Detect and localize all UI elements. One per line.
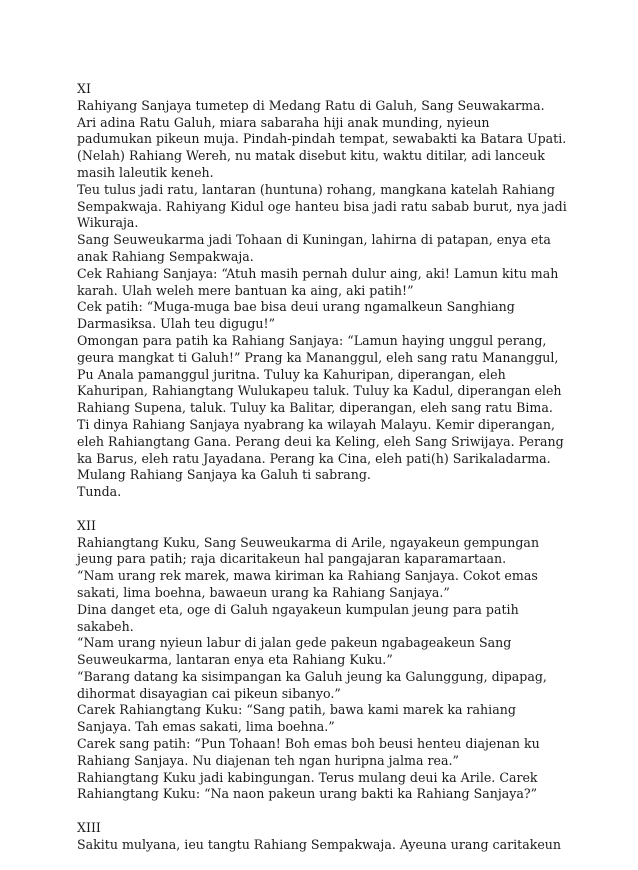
paragraph: Carek Rahiangtang Kuku: “Sang patih, bawa kami marek ka rahiang Sanjaya. Tah emas sakati, lima boehna.”	[77, 702, 516, 735]
paragraph: Rahiangtang Kuku jadi kabingungan. Terus mulang deui ka Arile. Carek Rahiangtang Kuku: “Na naon pakeun urang bakti ka Rahiang Sanjaya?”	[77, 769, 538, 802]
paragraph: Cek Rahiang Sanjaya: “Atuh masih pernah dulur aing, aki! Lamun kitu mah karah. Ulah weleh mere bantuan ka aing, aki patih!”	[77, 265, 559, 298]
paragraph: “Nam urang nyieun labur di jalan gede pakeun ngabageakeun Sang Seuweukarma, lantaran enya eta Rahiang Kuku.”	[77, 635, 512, 668]
paragraph: “Barang datang ka sisimpangan ka Galuh jeung ka Galunggung, dipapag, dihormat disayagian cai pikeun sibanyo.”	[77, 668, 547, 701]
paragraph: Sang Seuweukarma jadi Tohaan di Kuningan, lahirna di patapan, enya eta anak Rahiang Sempakwaja.	[77, 232, 551, 264]
section-xi	[77, 81, 567, 501]
paragraph: Dina danget eta, oge di Galuh ngayakeun kumpulan jeung para patih sakabeh.	[77, 601, 519, 634]
section-heading: XIII	[77, 820, 101, 836]
paragraph: Carek sang patih: “Pun Tohaan! Boh emas boh beusi henteu diajenan ku Rahiang Sanjaya. Nu diajenan teh ngan huripna jalma rea.”	[77, 736, 540, 768]
paragraph: Cek patih: “Muga-muga bae bisa deui urang ngamalkeun Sanghiang Darmasiksa. Ulah teu digugu!”	[77, 299, 515, 332]
paragraph: Mulang Rahiang Sanjaya ka Galuh ti sabrang.	[77, 467, 371, 483]
paragraph: “Nam urang rek marek, mawa kiriman ka Rahiang Sanjaya. Cokot emas sakati, lima boehna, bawaeun urang ka Rahiang Sanjaya.”	[77, 568, 538, 600]
paragraph: Rahiyang Sanjaya tumetep di Medang Ratu di Galuh, Sang Seuwakarma.	[77, 97, 545, 113]
paragraph: Teu tulus jadi ratu, lantaran (huntuna) rohang, mangkana katelah Rahiang Sempakwaja. Rahiyang Kidul oge hanteu bisa jadi ratu sabab burut, nya jadi Wikuraja.	[77, 181, 567, 231]
paragraph: Omongan para patih ka Rahiang Sanjaya: “Lamun haying unggul perang, geura mangkat ti Galuh!” Prang ka Mananggul, eleh sang ratu Mananggul, Pu Anala pamanggul juritna. Tuluy ka Kahuripan, diperangan, eleh Kahuripan, Rahiangtang Wulukapeu taluk. Tuluy ka Kadul, diperangan eleh Rahiang Supena, taluk. Tuluy ka Balitar, diperangan, eleh sang ratu Bima.	[77, 332, 562, 416]
section-xii	[77, 518, 567, 804]
paragraph: Ari adina Ratu Galuh, miara sabaraha hiji anak munding, nyieun padumukan pikeun muja. Pindah-pindah tempat, sewabakti ka Batara Upati.	[77, 114, 567, 147]
section-xiii	[77, 820, 567, 854]
document-page	[77, 81, 567, 870]
paragraph: Sakitu mulyana, ieu tangtu Rahiang Sempakwaja. Ayeuna urang caritakeun	[77, 836, 562, 852]
section-heading: XII	[77, 517, 96, 533]
paragraph: (Nelah) Rahiang Wereh, nu matak disebut kitu, waktu ditilar, adi lanceuk masih laleutik keneh.	[77, 148, 545, 180]
paragraph: Tunda.	[77, 484, 122, 500]
paragraph: Ti dinya Rahiang Sanjaya nyabrang ka wilayah Malayu. Kemir diperangan, eleh Rahiangtang Gana. Perang deui ka Keling, eleh Sang Sriwijaya. Perang ka Barus, eleh ratu Jayadana. Perang ka Cina, eleh pati(h) Sarikaladarma.	[77, 416, 564, 466]
section-heading: XI	[77, 81, 91, 96]
paragraph: Rahiangtang Kuku, Sang Seuweukarma di Arile, ngayakeun gempungan jeung para patih; raja dicaritakeun hal pangajaran kaparamartaan.	[77, 534, 540, 567]
